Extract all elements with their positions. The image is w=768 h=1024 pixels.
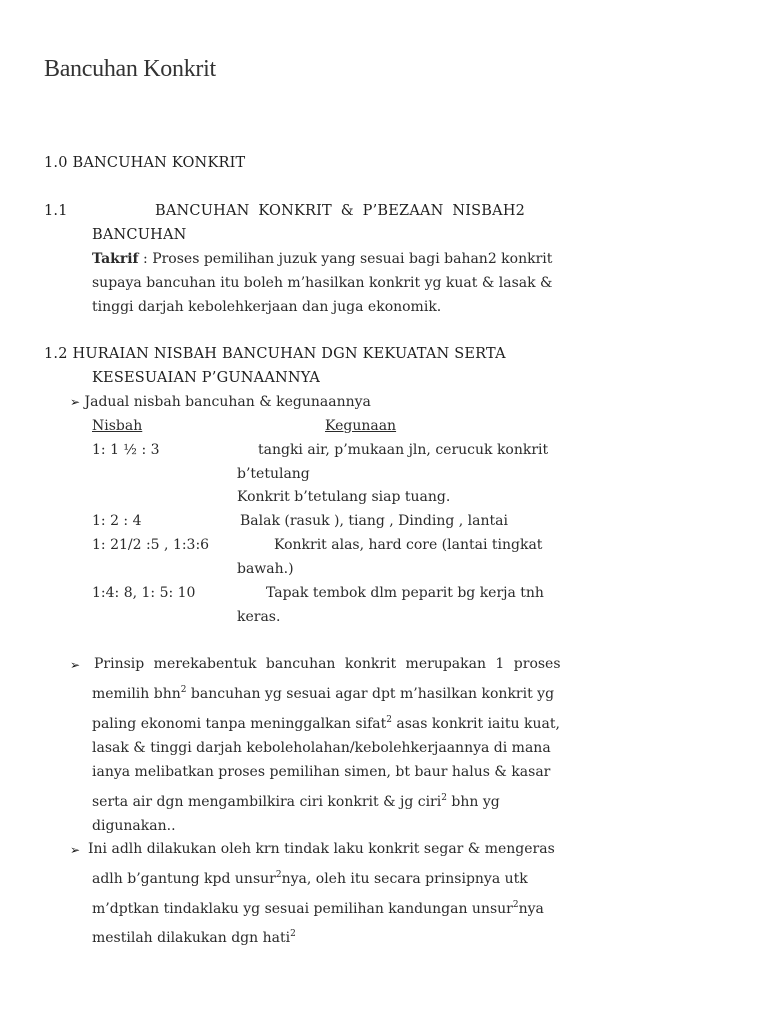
nisbah-cell: 1: 2 : 4 xyxy=(92,513,142,529)
heading-text: BANCUHAN KONKRIT & P’BEZAAN NISBAH2 xyxy=(155,203,526,219)
superscript: 2 xyxy=(386,715,392,725)
section-1-1-number: 1.1 xyxy=(44,203,68,219)
bullet-text: mestilah dilakukan dgn hati xyxy=(92,930,291,946)
bullet-text: m’dptkan tindaklaku yg sesuai pemilihan kandungan unsur xyxy=(92,901,513,917)
section-number: 1.0 xyxy=(44,155,68,171)
takrif-line-3: tinggi darjah kebolehkerjaan dan juga ekonomik. xyxy=(92,299,442,315)
bullet-1-line-6 xyxy=(92,794,500,810)
nisbah-cell: 1:4: 8, 1: 5: 10 xyxy=(92,585,196,601)
document-title: Bancuhan Konkrit xyxy=(44,56,216,82)
takrif-line-1 xyxy=(92,251,552,267)
kegunaan-cell-line: Tapak tembok dlm peparit bg kerja tnh xyxy=(266,585,544,601)
bullet-text: nya, oleh itu secara prinsipnya utk xyxy=(281,871,528,887)
column-header-kegunaan: Kegunaan xyxy=(325,418,397,434)
section-1-2-heading-line1 xyxy=(44,346,506,362)
bullet-1-line-5: ianya melibatkan proses pemilihan simen, bt baur halus & kasar xyxy=(92,764,551,780)
bullet-2-line-3 xyxy=(92,901,544,917)
bullet-text: Prinsip merekabentuk bancuhan konkrit merupakan 1 proses xyxy=(94,656,561,672)
takrif-line-2: supaya bancuhan itu boleh m’hasilkan konkrit yg kuat & lasak & xyxy=(92,275,553,291)
arrow-bullet-icon: ➢ xyxy=(70,395,81,409)
superscript: 2 xyxy=(512,900,519,910)
bullet-1-line-2 xyxy=(92,686,554,702)
section-title: BANCUHAN KONKRIT xyxy=(72,155,246,171)
bullet-text: paling ekonomi tanpa meninggalkan sifat xyxy=(92,716,387,732)
jadual-text: Jadual nisbah bancuhan & kegunaannya xyxy=(84,394,371,410)
bullet-text: adlh b’gantung kpd unsur xyxy=(92,871,276,887)
section-number: 1.2 xyxy=(44,346,68,362)
section-1-1-heading-line2: BANCUHAN xyxy=(92,227,187,243)
superscript: 2 xyxy=(275,870,282,880)
bullet-2-line-2 xyxy=(92,871,528,887)
superscript: 2 xyxy=(290,929,296,939)
bullet-1-line-7: digunakan.. xyxy=(92,818,176,834)
bullet-text: bancuhan yg sesuai agar dpt m’hasilkan konkrit yg xyxy=(186,686,555,702)
arrow-bullet-icon: ➢ xyxy=(70,843,81,857)
kegunaan-cell-line: Konkrit b’tetulang siap tuang. xyxy=(237,489,451,505)
bullet-2-line-4 xyxy=(92,930,296,946)
bullet-1-line-1 xyxy=(94,656,561,672)
nisbah-cell: 1: 21/2 :5 , 1:3:6 xyxy=(92,537,210,553)
section-1-0-heading xyxy=(44,155,245,171)
superscript: 2 xyxy=(441,793,447,803)
kegunaan-cell-line: b’tetulang xyxy=(237,466,310,482)
bullet-1-line-4: lasak & tinggi darjah keboleholahan/kebolehkerjaannya di mana xyxy=(92,740,551,756)
bullet-2-line-1: Ini adlh dilakukan oleh krn tindak laku konkrit segar & mengeras xyxy=(88,841,555,857)
section-title: HURAIAN NISBAH BANCUHAN DGN KEKUATAN SERTA xyxy=(72,346,506,362)
bullet-1-line-3 xyxy=(92,716,560,732)
kegunaan-cell-line: keras. xyxy=(237,609,281,625)
bullet-text: memilih bhn xyxy=(92,686,181,702)
kegunaan-cell-line: bawah.) xyxy=(237,561,294,577)
column-header-nisbah: Nisbah xyxy=(92,418,143,434)
bullet-text: bhn yg xyxy=(446,794,500,810)
superscript: 2 xyxy=(180,685,187,695)
kegunaan-cell-line: tangki air, p’mukaan jln, cerucuk konkrit xyxy=(258,442,549,458)
section-1-1-heading-line1 xyxy=(155,203,536,219)
jadual-list-item xyxy=(70,394,371,410)
kegunaan-cell-line: Balak (rasuk ), tiang , Dinding , lantai xyxy=(240,513,508,529)
takrif-label: Takrif xyxy=(92,251,139,267)
nisbah-cell: 1: 1 ½ : 3 xyxy=(92,442,160,458)
arrow-bullet-icon: ➢ xyxy=(70,658,81,672)
takrif-text: : Proses pemilihan juzuk yang sesuai bagi bahan2 konkrit xyxy=(138,251,553,267)
kegunaan-cell-line: Konkrit alas, hard core (lantai tingkat xyxy=(274,537,543,553)
bullet-text: asas konkrit iaitu kuat, xyxy=(391,716,560,732)
section-1-2-heading-line2: KESESUAIAN P’GUNAANNYA xyxy=(92,370,321,386)
bullet-text: nya xyxy=(518,901,544,917)
bullet-text: serta air dgn mengambilkira ciri konkrit & jg ciri xyxy=(92,794,442,810)
